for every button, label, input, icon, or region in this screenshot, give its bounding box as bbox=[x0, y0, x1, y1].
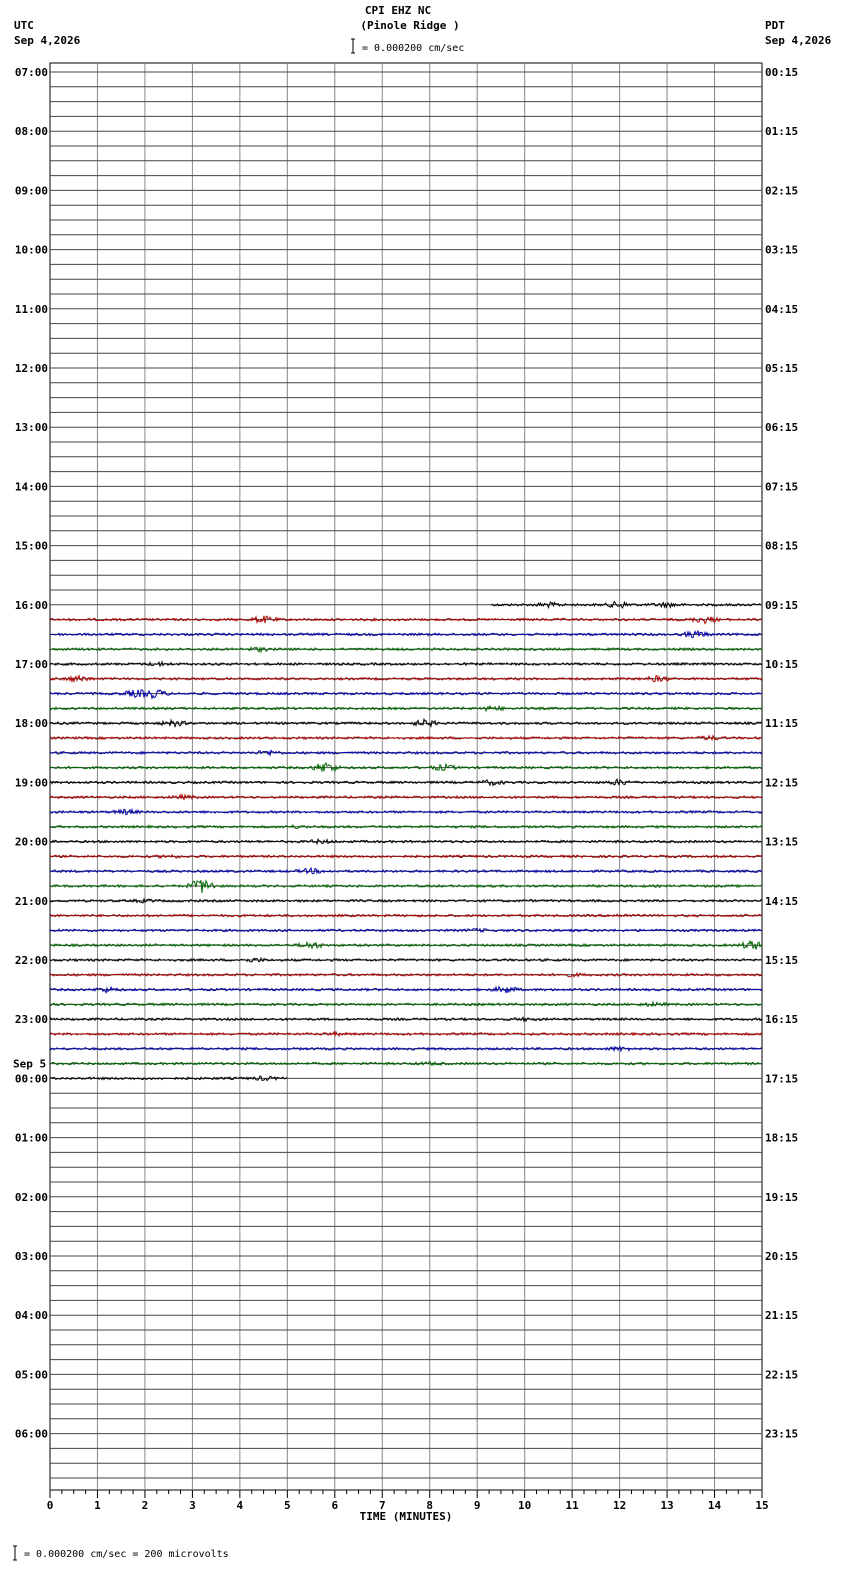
seismic-trace bbox=[50, 719, 762, 726]
station-title: CPI EHZ NC bbox=[364, 4, 432, 17]
x-tick-label: 15 bbox=[755, 1499, 769, 1512]
seismic-trace bbox=[50, 795, 762, 800]
utc-hour-label: 22:00 bbox=[14, 954, 48, 967]
pdt-hour-label: 20:15 bbox=[765, 1250, 799, 1263]
footer-scale-bar-icon bbox=[13, 1546, 17, 1560]
utc-hour-label: 07:00 bbox=[14, 66, 48, 79]
seismic-trace bbox=[50, 928, 762, 932]
utc-hour-label: 05:00 bbox=[14, 1368, 48, 1382]
left-timezone: UTC bbox=[14, 19, 34, 32]
pdt-hour-label: 04:15 bbox=[765, 302, 799, 316]
utc-hour-label: 20:00 bbox=[14, 835, 48, 849]
station-location: (Pinole Ridge ) bbox=[360, 19, 460, 32]
pdt-hour-label: 07:15 bbox=[765, 480, 799, 494]
date-change-label: Sep 5 bbox=[13, 1057, 47, 1071]
seismic-trace bbox=[50, 987, 762, 993]
seismic-trace bbox=[50, 809, 762, 814]
utc-hour-label: 02:00 bbox=[14, 1190, 48, 1204]
utc-hour-label: 18:00 bbox=[14, 717, 48, 731]
pdt-hour-label: 18:15 bbox=[765, 1131, 799, 1145]
x-tick-label: 0 bbox=[46, 1499, 54, 1512]
pdt-hour-label: 09:15 bbox=[765, 598, 799, 612]
utc-hour-label: 01:00 bbox=[14, 1131, 48, 1145]
plot-frame bbox=[50, 63, 762, 1490]
utc-hour-label: 04:00 bbox=[14, 1309, 48, 1323]
pdt-hour-label: 16:15 bbox=[765, 1013, 799, 1027]
pdt-hour-label: 12:15 bbox=[765, 776, 799, 790]
pdt-hour-label: 23:15 bbox=[765, 1427, 799, 1441]
x-tick-label: 13 bbox=[660, 1499, 674, 1512]
x-tick-label: 10 bbox=[518, 1499, 532, 1512]
seismic-trace bbox=[50, 662, 762, 667]
pdt-hour-label: 15:15 bbox=[765, 954, 799, 967]
utc-hour-label: 06:00 bbox=[14, 1427, 48, 1441]
pdt-hour-label: 01:15 bbox=[765, 125, 799, 139]
pdt-hour-label: 14:15 bbox=[765, 894, 799, 908]
utc-hour-label: 08:00 bbox=[14, 125, 48, 139]
x-tick-label: 8 bbox=[426, 1499, 434, 1512]
utc-hour-label: 03:00 bbox=[14, 1250, 48, 1263]
pdt-hour-label: 13:15 bbox=[765, 835, 799, 849]
x-tick-label: 3 bbox=[189, 1499, 196, 1512]
utc-hour-label: 12:00 bbox=[14, 362, 48, 375]
pdt-hour-label: 22:15 bbox=[765, 1368, 799, 1382]
x-tick-label: 7 bbox=[378, 1499, 386, 1512]
pdt-hour-label: 21:15 bbox=[765, 1309, 799, 1323]
scale-bar-icon bbox=[351, 39, 355, 53]
seismic-trace bbox=[50, 880, 762, 893]
seismic-trace bbox=[50, 958, 762, 962]
utc-hour-label: 14:00 bbox=[14, 480, 48, 494]
pdt-hour-label: 03:15 bbox=[765, 243, 799, 257]
pdt-hour-label: 11:15 bbox=[765, 717, 799, 731]
seismic-trace bbox=[50, 1032, 762, 1036]
x-tick-label: 4 bbox=[236, 1499, 244, 1512]
right-timezone: PDT bbox=[765, 19, 785, 32]
pdt-hour-label: 06:15 bbox=[765, 421, 799, 435]
utc-hour-label: 23:00 bbox=[14, 1013, 48, 1027]
pdt-hour-label: 08:15 bbox=[765, 539, 799, 553]
footer-scale-label: = 0.000200 cm/sec = 200 microvolts bbox=[24, 1549, 229, 1560]
utc-hour-label: 15:00 bbox=[14, 539, 48, 553]
right-date: Sep 4,2026 bbox=[765, 34, 832, 47]
x-tick-label: 6 bbox=[331, 1499, 339, 1512]
scale-label: = 0.000200 cm/sec bbox=[362, 43, 465, 54]
x-tick-label: 12 bbox=[612, 1499, 627, 1512]
seismic-trace bbox=[50, 1062, 762, 1066]
x-tick-label: 1 bbox=[94, 1499, 101, 1512]
pdt-hour-label: 17:15 bbox=[765, 1072, 799, 1086]
x-tick-label: 11 bbox=[565, 1499, 579, 1512]
utc-hour-label: 00:00 bbox=[14, 1072, 48, 1086]
utc-hour-label: 09:00 bbox=[14, 184, 48, 198]
seismic-trace bbox=[50, 736, 762, 740]
utc-hour-label: 10:00 bbox=[14, 243, 48, 257]
utc-hour-label: 17:00 bbox=[14, 658, 48, 671]
pdt-hour-label: 02:15 bbox=[765, 184, 799, 198]
seismic-trace bbox=[50, 973, 762, 977]
x-tick-label: 5 bbox=[284, 1499, 291, 1512]
pdt-hour-label: 19:15 bbox=[765, 1190, 799, 1204]
utc-hour-label: 21:00 bbox=[14, 894, 48, 908]
utc-hour-label: 16:00 bbox=[14, 598, 48, 612]
x-tick-label: 2 bbox=[141, 1499, 149, 1512]
left-date: Sep 4,2026 bbox=[14, 34, 81, 47]
x-tick-label: 9 bbox=[473, 1499, 481, 1512]
pdt-hour-label: 10:15 bbox=[765, 658, 799, 671]
x-axis-label: TIME (MINUTES) bbox=[359, 1510, 453, 1523]
pdt-hour-label: 00:15 bbox=[765, 66, 799, 79]
seismic-trace bbox=[50, 868, 762, 874]
utc-hour-label: 19:00 bbox=[14, 776, 48, 790]
x-tick-label: 14 bbox=[707, 1499, 722, 1512]
utc-hour-label: 11:00 bbox=[14, 302, 48, 316]
utc-hour-label: 13:00 bbox=[14, 421, 48, 435]
pdt-hour-label: 05:15 bbox=[765, 362, 799, 375]
